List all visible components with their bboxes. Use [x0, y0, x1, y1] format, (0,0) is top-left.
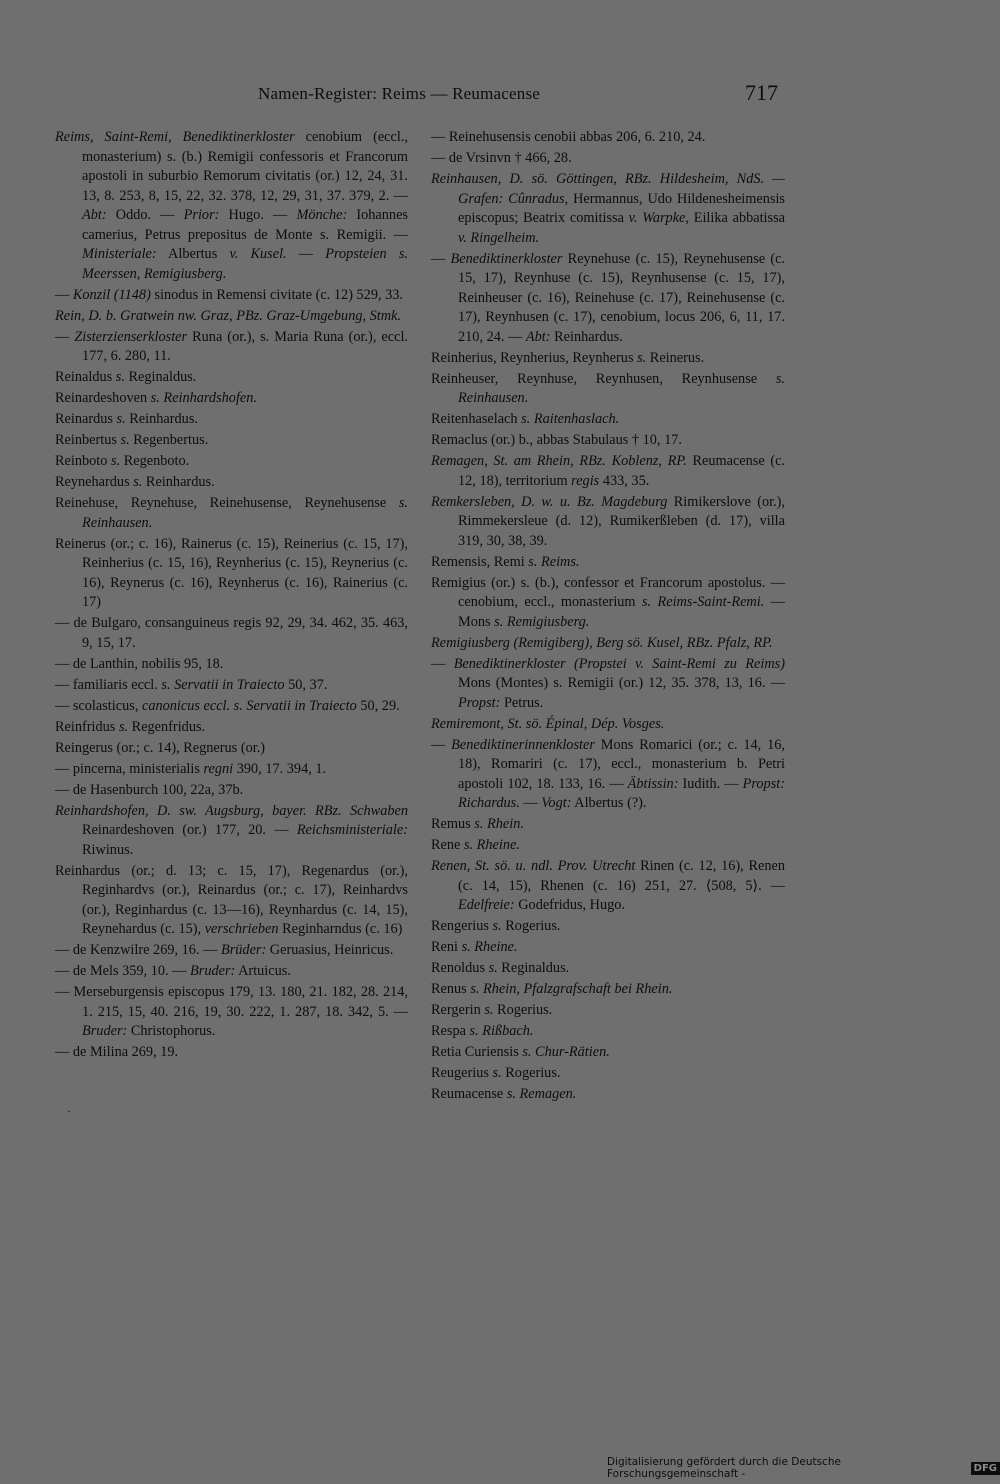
dfg-logo: DFG	[971, 1462, 1000, 1475]
index-entry: Remaclus (or.) b., abbas Stabulaus † 10, 17.	[431, 432, 682, 448]
index-entry: Retia Curiensis s. Chur-Rätien.	[431, 1044, 610, 1060]
index-entry: Remigiusberg (Remigiberg), Berg sö. Kusel, RBz. Pfalz, RP.	[431, 634, 773, 651]
index-entry: Rengerius s. Rogerius.	[431, 918, 561, 934]
index-entry: Reinaldus s. Reginaldus.	[55, 369, 197, 385]
index-entry: Reinfridus s. Regenfridus.	[55, 718, 206, 735]
index-entry: Reni s. Rheine.	[431, 939, 518, 955]
index-entry: — Benediktinerinnenkloster Mons Romarici (or.; c. 14, 16, 18), Romariri (c. 17), eccl., monasterium b. Petri apostoli 102, 18. 133, 16. — Äbtissin: Iudith. — Propst: Richardus. — Vogt: Albertus (?).	[431, 736, 785, 811]
index-entry: — pincerna, ministerialis regni 390, 17. 394, 1.	[55, 760, 327, 777]
index-entry: Reinhardus (or.; d. 13; c. 15, 17), Regenardus (or.), Reginhardvs (or.), Reinardus (or.; c. 17), Reinhardvs (or.), Reginhardus (c. 13—16), Reynhardus (c. 14, 15), Reynehardus (c. 15), verschrieben Reginharndus (c. 16)	[55, 862, 408, 937]
index-entry: Reinardeshoven s. Reinhardshofen.	[55, 390, 257, 406]
index-entry: Remkersleben, D. w. u. Bz. Magdeburg Rimikerslove (or.), Rimmekersleue (d. 12), Rumikerßleben (d. 17), villa 319, 30, 38, 39.	[431, 493, 785, 549]
index-entry: Remagen, St. am Rhein, RBz. Koblenz, RP. Reumacense (c. 12, 18), territorium regis 433, 35.	[431, 453, 785, 489]
index-entry: — de Milina 269, 19.	[55, 1044, 179, 1060]
index-entry: Reinbertus s. Regenbertus.	[55, 432, 209, 448]
index-entry: — de Vrsinvn † 466, 28.	[431, 150, 572, 166]
index-entry: Reinardus s. Reinhardus.	[55, 411, 198, 427]
index-entry: Reinhardshofen, D. sw. Augsburg, bayer. RBz. Schwaben Reinardeshoven (or.) 177, 20. — Reichsministeriale: Riwinus.	[55, 802, 408, 858]
index-entry: Respa s. Rißbach.	[431, 1023, 534, 1039]
index-entry: Rergerin s. Rogerius.	[431, 1002, 553, 1018]
index-entry: — Reinehusensis cenobii abbas 206, 6. 210, 24.	[431, 129, 706, 145]
index-entry: — Konzil (1148) sinodus in Remensi civitate (c. 12) 529, 33.	[55, 286, 404, 303]
index-entry: Reinehuse, Reynehuse, Reinehusense, Reynehusense s. Reinhausen.	[55, 495, 408, 531]
index-entry: — de Hasenburch 100, 22a, 37b.	[55, 781, 244, 798]
index-entry: — de Lanthin, nobilis 95, 18.	[55, 655, 224, 672]
footer	[607, 1456, 1000, 1480]
page-number: 717	[745, 80, 778, 105]
right-index-column	[431, 128, 785, 1106]
running-title: Namen-Register: Reims — Reumacense	[258, 84, 541, 103]
index-entry: — Benediktinerkloster (Propstei v. Saint-Remi zu Reims) Mons (Montes) s. Remigii (or.) 12, 35. 378, 13, 16. — Propst: Petrus.	[431, 655, 785, 711]
index-entry: Reugerius s. Rogerius.	[431, 1065, 561, 1081]
index-entry: Reinheuser, Reynhuse, Reynhusen, Reynhusense s. Reinhausen.	[431, 370, 785, 406]
page-header	[0, 80, 1000, 114]
left-index-column	[55, 128, 408, 1064]
index-entry: Reinherius, Reynherius, Reynherus s. Reinerus.	[431, 349, 705, 366]
index-entry: — Benediktinerkloster Reynehuse (c. 15), Reynehusense (c. 15, 17), Reynhuse (c. 15), Reynhusense (c. 15, 17), Reinheuser (c. 16), Reinehuse (c. 17), Reinehusense (c. 17), Reynhusen (c. 17), cenobium, locus 206, 6, 11, 17. 210, 24. — Abt: Reinhardus.	[431, 250, 786, 345]
index-entry: — de Mels 359, 10. — Bruder: Artuicus.	[55, 963, 291, 979]
index-entry: Renus s. Rhein, Pfalzgrafschaft bei Rhein.	[431, 981, 673, 997]
index-entry: — de Kenzwilre 269, 16. — Brüder: Geruasius, Heinricus.	[55, 942, 394, 958]
index-entry: Reinboto s. Regenboto.	[55, 453, 190, 469]
index-entry: — scolasticus, canonicus eccl. s. Servatii in Traiecto 50, 29.	[55, 697, 400, 714]
index-entry: Reingerus (or.; c. 14), Regnerus (or.)	[55, 739, 266, 756]
index-entry: — de Bulgaro, consanguineus regis 92, 29, 34. 462, 35. 463, 9, 15, 17.	[55, 615, 408, 651]
index-entry: Rein, D. b. Gratwein nw. Graz, PBz. Graz-Umgebung, Stmk.	[55, 307, 402, 324]
index-entry: Rene s. Rheine.	[431, 837, 520, 853]
index-entry: Reynehardus s. Reinhardus.	[55, 474, 215, 490]
index-entry: Remigius (or.) s. (b.), confessor et Francorum apostolus. — cenobium, eccl., monasterium s. Reims-Saint-Remi. — Mons s. Remigiusberg.	[431, 574, 786, 630]
index-entry: Renen, St. sö. u. ndl. Prov. Utrecht Rinen (c. 12, 16), Renen (c. 14, 15), Rhenen (c. 16) 251, 27. ⟨508, 5⟩. — Edelfreie: Godefridus, Hugo.	[431, 858, 785, 913]
index-entry: Reumacense s. Remagen.	[431, 1086, 577, 1102]
index-entry: — Zisterzienserkloster Runa (or.), s. Maria Runa (or.), eccl. 177, 6. 280, 11.	[55, 328, 408, 364]
index-entry: — familiaris eccl. s. Servatii in Traiecto 50, 37.	[55, 676, 328, 693]
index-entry: Remensis, Remi s. Reims.	[431, 553, 580, 570]
index-entry: Reinhausen, D. sö. Göttingen, RBz. Hildesheim, NdS. — Grafen: Cûnradus, Hermannus, Udo Hildenesheimensis episcopus; Beatrix comitissa v. Warpke, Eilika abbatissa v. Ringelheim.	[431, 171, 786, 246]
index-entry: Remiremont, St. sö. Épinal, Dép. Vosges.	[431, 715, 665, 732]
index-entry: Reinerus (or.; c. 16), Rainerus (c. 15), Reinerius (c. 15, 17), Reinherius (c. 15, 16), Reynherius (c. 15), Reynerius (c. 16), Reynerus (c. 16), Reynherus (c. 16), Rainerius (c. 17)	[55, 535, 408, 610]
footer-credit: Digitalisierung gefördert durch die Deutsche Forschungsgemeinschaft -	[607, 1456, 841, 1480]
index-entry: Reims, Saint-Remi, Benediktinerkloster cenobium (eccl., monasterium) s. (b.) Remigii confessoris et Francorum apostoli in suburbio Remorum civitatis (or.) 12, 24, 31. 13, 8. 253, 8, 15, 22, 32. 378, 12, 29, 31, 37. 379, 2. — Abt: Oddo. — Prior: Hugo. — Mönche: Iohannes camerius, Petrus prepositus de Monte s. Remigii. — Ministeriale: Albertus v. Kusel. — Propsteien s. Meerssen, Remigiusberg.	[55, 129, 408, 282]
index-entry: Reitenhaselach s. Raitenhaslach.	[431, 411, 620, 427]
index-entry: Renoldus s. Reginaldus.	[431, 960, 570, 976]
index-entry: Remus s. Rhein.	[431, 816, 524, 832]
index-entry: — Merseburgensis episcopus 179, 13. 180, 21. 182, 28. 214, 1. 215, 15, 40. 216, 19, 30. 222, 1. 287, 18. 342, 5. — Bruder: Christophorus.	[55, 984, 408, 1039]
margin-mark: ·	[67, 1104, 71, 1118]
